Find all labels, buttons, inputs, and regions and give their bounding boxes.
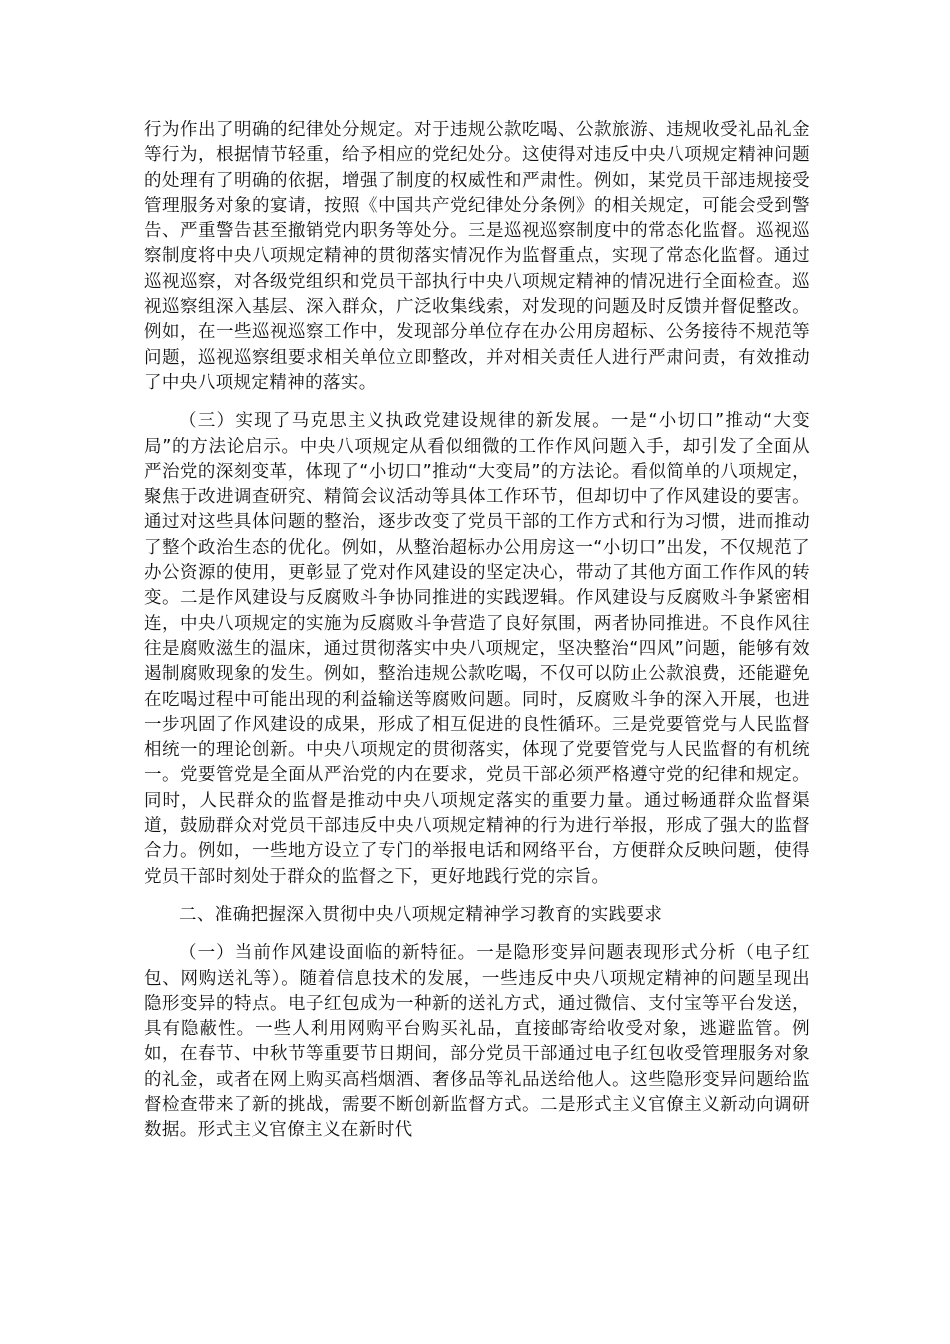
paragraph-section-three: （三）实现了马克思主义执政党建设规律的新发展。一是“小切口”推动“大变局”的方法论启示。中央八项规定从看似细微的工作作风问题入手，却引发了全面从严治党的深刻变革，体现了“小切口”推动“大变局”的方法论。看似简单的八项规定，聚焦于改进调查研究、精简会议活动等具体工作环节，但却切中了作风建设的要害。通过对这些具体问题的整治，逐步改变了党员干部的工作方式和行为习惯，进而推动了整个政治生态的优化。例如，从整治超标办公用房这一“小切口”出发，不仅规范了办公资源的使用，更彰显了党对作风建设的坚定决心，带动了其他方面工作作风的转变。二是作风建设与反腐败斗争协同推进的实践逻辑。作风建设与反腐败斗争紧密相连，中央八项规定的实施为反腐败斗争营造了良好氛围，两者协同推进。不良作风往往是腐败滋生的温床，通过贯彻落实中央八项规定，坚决整治“四风”问题，能够有效遏制腐败现象的发生。例如，整治违规公款吃喝，不仅可以防止公款浪费，还能避免在吃喝过程中可能出现的利益输送等腐败问题。同时，反腐败斗争的深入开展，也进一步巩固了作风建设的成果，形成了相互促进的良性循环。三是党要管党与人民监督相统一的理论创新。中央八项规定的贯彻落实，体现了党要管党与人民监督的有机统一。党要管党是全面从严治党的内在要求，党员干部必须严格遵守党的纪律和规定。同时，人民群众的监督是推动中央八项规定落实的重要力量。通过畅通群众监督渠道，鼓励群众对党员干部违反中央八项规定精神的行为进行举报，形成了强大的监督合力。例如，一些地方设立了专门的举报电话和网络平台，方便群众反映问题，使得党员干部时刻处于群众的监督之下，更好地践行党的宗旨。 (144, 411, 810, 887)
section-heading-two: 二、准确把握深入贯彻中央八项规定精神学习教育的实践要求 (179, 904, 663, 925)
paragraph-continuation: 行为作出了明确的纪律处分规定。对于违规公款吃喝、公款旅游、违规收受礼品礼金等行为，根据情节轻重，给予相应的党纪处分。这使得对违反中央八项规定精神问题的处理有了明确的依据，增强了制度的权威性和严肃性。例如，某党员干部违规接受管理服务对象的宴请，按照《中国共产党纪律处分条例》的相关规定，可能会受到警告、严重警告甚至撤销党内职务等处分。三是巡视巡察制度中的常态化监督。巡视巡察制度将中央八项规定精神的贯彻落实情况作为监督重点，实现了常态化监督。通过巡视巡察，对各级党组织和党员干部执行中央八项规定精神的情况进行全面检查。巡视巡察组深入基层、深入群众，广泛收集线索，对发现的问题及时反馈并督促整改。例如，在一些巡视巡察工作中，发现部分单位存在办公用房超标、公务接待不规范等问题，巡视巡察组要求相关单位立即整改，并对相关责任人进行严肃问责，有效推动了中央八项规定精神的落实。 (144, 120, 810, 393)
paragraph-subsection-one: （一）当前作风建设面临的新特征。一是隐形变异问题表现形式分析（电子红包、网购送礼等）。随着信息技术的发展，一些违反中央八项规定精神的问题呈现出隐形变异的特点。电子红包成为一种新的送礼方式，通过微信、支付宝等平台发送，具有隐蔽性。一些人利用网购平台购买礼品，直接邮寄给收受对象，逃避监管。例如，在春节、中秋节等重要节日期间，部分党员干部通过电子红包收受管理服务对象的礼金，或者在网上购买高档烟酒、奢侈品等礼品送给他人。这些隐形变异问题给监督检查带来了新的挑战，需要不断创新监督方式。二是形式主义官僚主义新动向调研数据。形式主义官僚主义在新时代 (144, 943, 810, 1141)
document-body (144, 118, 810, 1144)
